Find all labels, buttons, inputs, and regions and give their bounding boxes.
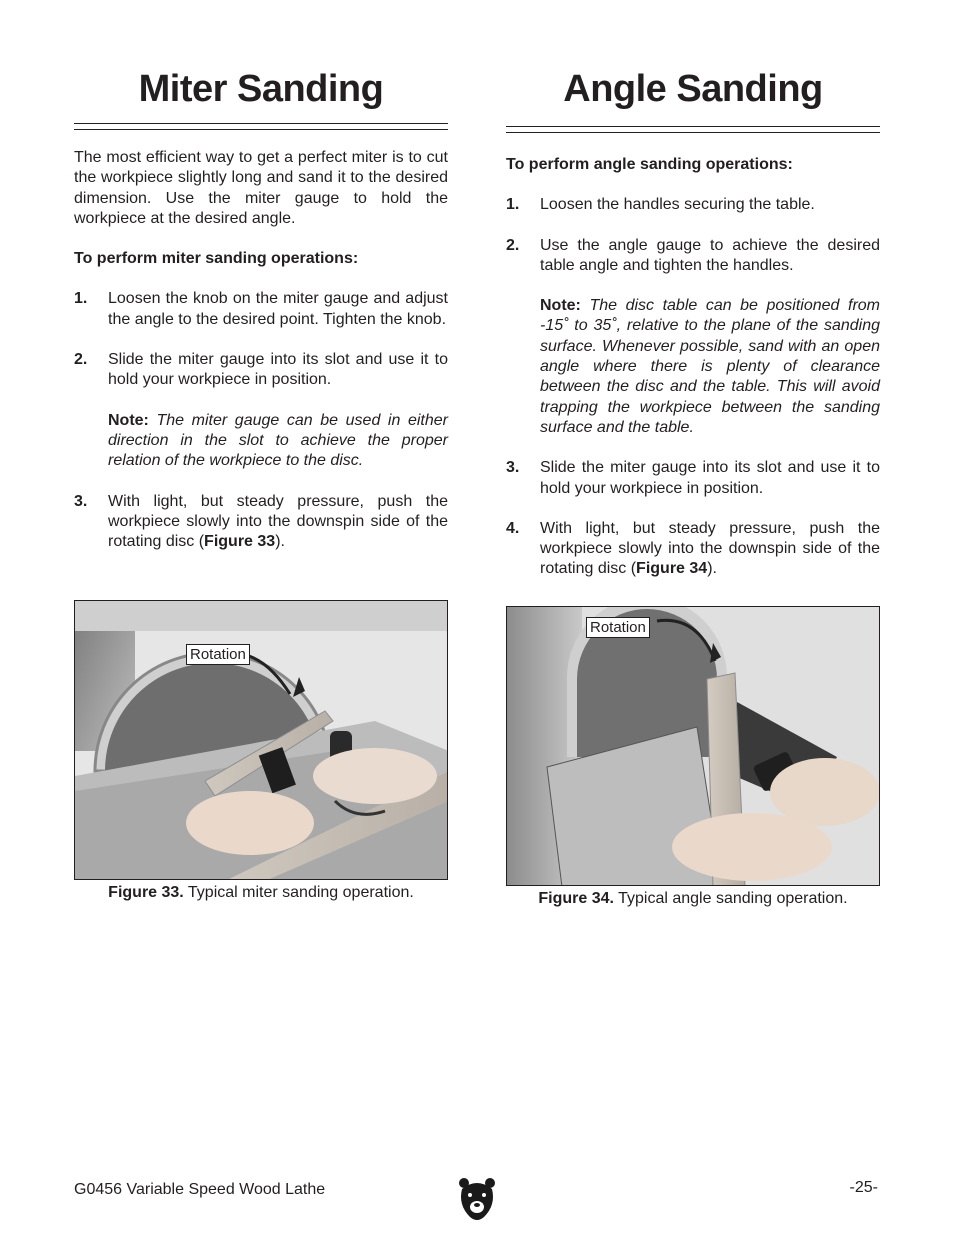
step-number: 1. [506,196,520,214]
step-3 [74,492,448,553]
step-text-post: ). [707,560,717,578]
title-rule [74,123,448,130]
step-2 [74,350,448,471]
note-label: Note: [540,297,581,315]
step-text-post: ). [275,533,285,551]
step-1 [74,289,448,330]
step-text-pre: With light, but steady pressure, push the workpiece slowly into the downspin side of the rotating disc ( [540,519,880,578]
caption-text: Typical miter sanding operation. [183,884,414,901]
step-text: Slide the miter gauge into its slot and use it to hold your workpiece in position. [540,459,880,497]
step-4 [506,519,880,580]
bear-head-icon [458,1177,496,1228]
step-3 [506,458,880,499]
miter-sanding-illustration [75,601,448,880]
section-title: Angle Sanding [563,68,823,110]
step-number: 2. [506,236,520,254]
section-body [74,148,448,572]
angle-sanding-illustration [507,607,880,886]
step-number: 3. [506,459,520,477]
step-text-pre: With light, but steady pressure, push the workpiece slowly into the downspin side of the rotating disc ( [108,492,448,551]
step-1 [506,195,880,215]
step-note [108,411,448,472]
note-label: Note: [108,411,149,429]
step-text [108,492,448,553]
note-text: The disc table can be positioned from -15˚ to 35˚, relative to the plane of the sanding surface. Whenever possible, sand with an open angle where there is plenty of clearance between the disc and the table. This will avoid trapping the workpiece between the sanding surface and the table. [540,297,880,436]
caption-text: Typical angle sanding operation. [613,890,848,907]
rotation-label: Rotation [186,644,250,665]
page-number: -25- [849,1179,878,1196]
step-text [540,519,880,580]
procedure-lead: To perform miter sanding operations: [74,250,359,268]
caption-number: Figure 34. [538,890,614,907]
caption-number: Figure 33. [108,884,184,901]
step-number: 3. [74,492,88,510]
step-number: 2. [74,351,88,369]
footer-model: G0456 Variable Speed Wood Lathe [74,1181,326,1198]
step-text: Loosen the handles securing the table. [540,196,815,214]
intro-paragraph: The most efficient way to get a perfect miter is to cut the workpiece slightly long and sand it to the desired dimension. Use the miter gauge to hold the workpiece at the desired angle. [74,149,448,227]
title-rule [506,126,880,133]
step-note [540,296,880,438]
step-number: 1. [74,290,88,308]
step-text: Use the angle gauge to achieve the desired table angle and tighten the handles. [540,236,880,274]
figure-33-photo [74,600,448,880]
figure-34-photo [506,606,880,886]
step-2 [506,236,880,439]
step-text: Loosen the knob on the miter gauge and adjust the angle to the desired point. Tighten the knob. [108,290,448,328]
step-text: Slide the miter gauge into its slot and use it to hold your workpiece in position. [108,351,448,389]
section-title: Miter Sanding [138,68,384,110]
rotation-label: Rotation [586,617,650,638]
figure-reference: Figure 33 [204,533,276,551]
figure-reference: Figure 34 [636,560,708,578]
section-body [506,155,880,600]
figure-34-caption [506,890,880,908]
procedure-lead: To perform angle sanding operations: [506,156,793,173]
step-number: 4. [506,519,520,537]
note-text: The miter gauge can be used in either direction in the slot to achieve the proper relation of the workpiece to the disc. [108,411,448,470]
figure-33-caption [74,884,448,902]
